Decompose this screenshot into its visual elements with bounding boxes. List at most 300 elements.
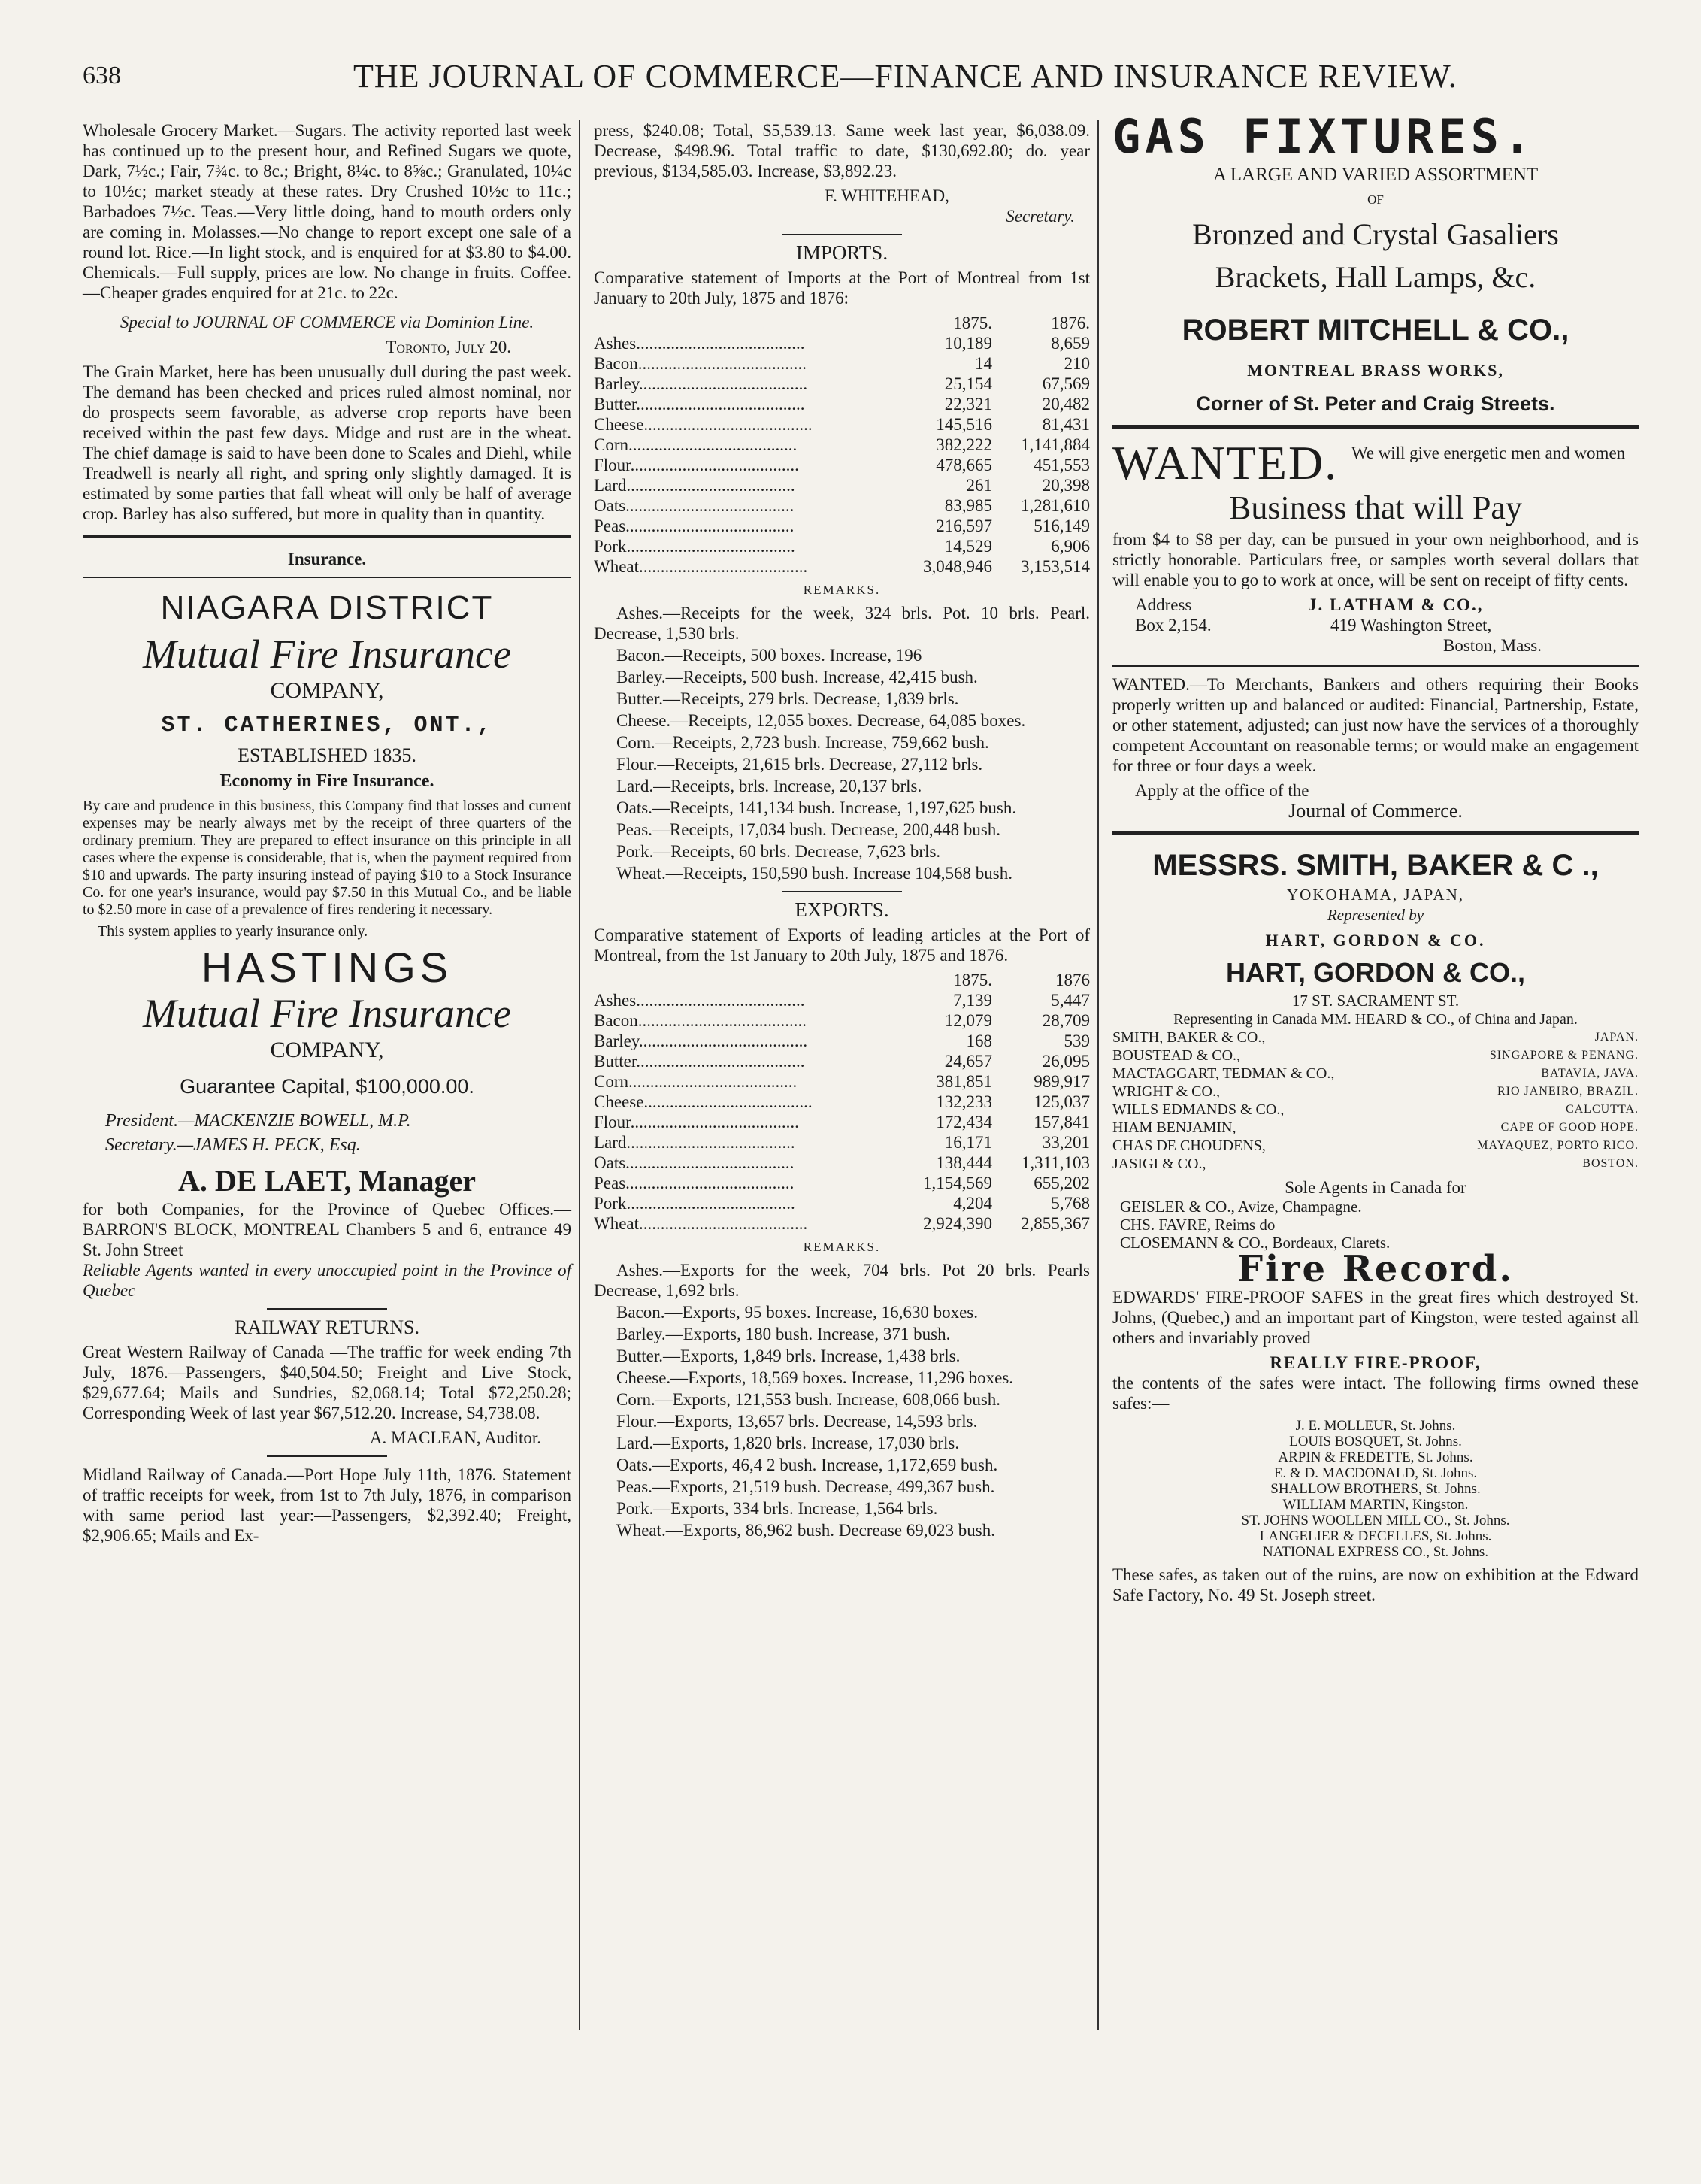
firm-row	[1112, 1028, 1639, 1047]
latham: J. LATHAM & CO.,	[1308, 595, 1484, 614]
leader-dots: .......................................	[625, 496, 795, 515]
gas-items-1: Bronzed and Crystal Gasaliers	[1192, 217, 1559, 251]
leader-dots: .......................................	[626, 537, 795, 556]
commodity	[594, 394, 894, 414]
import-remarks	[594, 603, 1090, 883]
midland-continued: press, $240.08; Total, $5,539.13. Same week last year, $6,038.09. Decrease, $498.96. Total traffic to date, $130,692.80; do. year previous, $134,585.03. Increase, $3,892.23.	[594, 121, 1090, 180]
value-1876: 125,037	[1034, 1092, 1090, 1111]
manager-text: for both Companies, for the Province of Quebec Offices.—BARRON'S BLOCK, MONTREAL Chambers 5 and 6, entrance 49 St. John Street	[83, 1200, 571, 1259]
commodity	[594, 1092, 894, 1112]
table-row	[594, 1173, 1090, 1193]
leader-dots: .......................................	[628, 435, 798, 454]
commodity-name: Corn	[594, 1072, 628, 1091]
leader-dots: .......................................	[636, 395, 805, 413]
year-1876: 1876	[1055, 971, 1090, 989]
imports-intro: Comparative statement of Imports at the Port of Montreal from 1st January to 20th July, 1875 and 1876:	[594, 268, 1090, 307]
value-1875: 10,189	[944, 334, 992, 353]
value-1875: 138,444	[936, 1153, 992, 1172]
firm-location: BOSTON.	[1582, 1157, 1639, 1170]
firm-location: MAYAQUEZ, PORTO RICO.	[1477, 1139, 1639, 1152]
commodity	[594, 495, 894, 516]
column-3	[1112, 109, 1639, 1610]
commodity-name: Oats	[594, 1153, 626, 1172]
leader-dots: .......................................	[628, 1072, 798, 1091]
leader-dots: .......................................	[643, 1092, 813, 1111]
leader-dots: .......................................	[626, 1133, 795, 1152]
value-1876: 210	[1064, 354, 1090, 373]
grocery-market-report: Wholesale Grocery Market.—Sugars. The activity reported last week has continued up to the present hour, and Refined Sugars we quote, Dark, 7½c.; Fair, 7¾c. to 8c.; Bright, 8¼c. to 8⅝c.; Granulated, 10¼c to 10½c; market steady at these rates. Dry Crushed 10½c to 11c.; Barbadoes 7½c. Teas.—Very little doing, hand to mouth orders only are coming in. Molasses.—No change to report except one sale of a round lot. Rice.—In light stock, and is enquired for at $3.80 to $4.00. Chemicals.—Full supply, prices are low. No change in fruits. Coffee.—Cheaper grades enquired for at 21c. to 22c.	[83, 121, 571, 302]
firm-name: WILLS EDMANDS & CO.,	[1112, 1101, 1285, 1118]
remarks-heading: REMARKS.	[803, 1240, 881, 1254]
remark-item: Barley.—Receipts, 500 bush. Increase, 42,415 bush.	[616, 668, 978, 686]
divider	[1112, 425, 1639, 429]
exports-intro: Comparative statement of Exports of leading articles at the Port of Montreal, from the 1st January to 20th July, 1875 and 1876.	[594, 925, 1090, 965]
remark-item: Wheat.—Exports, 86,962 bush. Decrease 69,023 bush.	[616, 1521, 995, 1540]
wanted-apply: Apply at the office of the	[1135, 781, 1309, 800]
column-rule-2	[1097, 120, 1099, 2030]
commodity	[594, 1112, 894, 1132]
value-1875: 132,233	[936, 1092, 992, 1111]
latham-city: Boston, Mass.	[1443, 636, 1542, 655]
commodity	[594, 455, 894, 475]
hart-gordon-title: HART, GORDON & CO.,	[1225, 957, 1525, 988]
divider	[267, 1308, 387, 1310]
remark-item: Cheese.—Receipts, 12,055 boxes. Decrease, 64,085 boxes.	[616, 711, 1026, 730]
economy-heading: Economy in Fire Insurance.	[219, 771, 434, 791]
value-1876: 539	[1064, 1031, 1090, 1050]
firm-location: JAPAN.	[1594, 1031, 1639, 1044]
firm-name: SMITH, BAKER & CO.,	[1112, 1029, 1266, 1046]
remark-item: Flour.—Receipts, 21,615 brls. Decrease, 27,112 brls.	[616, 755, 983, 774]
commodity	[594, 1132, 894, 1153]
dateline: Toronto, July 20.	[386, 338, 511, 356]
remark-item: Barley.—Exports, 180 bush. Increase, 371 bush.	[616, 1325, 951, 1343]
value-1875: 24,657	[944, 1052, 992, 1071]
commodity-name: Corn	[594, 435, 628, 454]
value-1875: 2,924,390	[923, 1214, 992, 1233]
table-row	[594, 394, 1090, 414]
niagara-company: COMPANY,	[270, 678, 384, 703]
great-western-returns: Great Western Railway of Canada —The traffic for week ending 7th July, 1876.—Passengers, $40,504.50; Freight and Live Stock, $29,677.64; Mails and Sundries, $2,068.14; Total $72,250.28; Corresponding Week of last year $67,512.20. Increase, $4,738.08.	[83, 1343, 571, 1422]
value-1876: 5,447	[1051, 991, 1090, 1010]
commodity-name: Peas	[594, 516, 626, 535]
commodity	[594, 1051, 894, 1071]
montreal-brass-works: MONTREAL BRASS WORKS,	[1247, 361, 1504, 380]
commodity-name: Lard	[594, 1133, 627, 1152]
commodity-name: Barley	[594, 1031, 639, 1050]
remark-item: Bacon.—Receipts, 500 boxes. Increase, 196	[616, 646, 922, 665]
commodity-name: Wheat	[594, 1214, 640, 1233]
commodity-name: Ashes	[594, 334, 637, 353]
leader-dots: .......................................	[637, 354, 807, 373]
commodity	[594, 1173, 894, 1193]
sacrament-street: 17 ST. SACRAMENT ST.	[1291, 992, 1460, 1010]
firm-name: CHAS DE CHOUDENS,	[1112, 1137, 1266, 1154]
leader-dots: .......................................	[639, 1214, 808, 1233]
commodity-name: Wheat	[594, 557, 640, 576]
table-row	[594, 1132, 1090, 1153]
niagara-established: ESTABLISHED 1835.	[238, 744, 416, 766]
firm-location: RIO JANEIRO, BRAZIL.	[1497, 1085, 1639, 1098]
special-dispatch: Special to JOURNAL OF COMMERCE via Dominion Line.	[120, 313, 534, 332]
niagara-title: NIAGARA DISTRICT	[160, 589, 494, 626]
table-row	[594, 353, 1090, 374]
firm-name: HIAM BENJAMIN,	[1112, 1119, 1236, 1136]
imports-heading: IMPORTS.	[795, 241, 888, 264]
address-block	[1112, 595, 1639, 658]
table-row	[594, 1213, 1090, 1234]
divider	[267, 1455, 387, 1457]
commodity-name: Peas	[594, 1174, 626, 1192]
commodity	[594, 1153, 894, 1173]
champagne-1: GEISLER & CO., Avize, Champagne.	[1120, 1198, 1362, 1216]
commodity	[594, 353, 894, 374]
remark-item: Corn.—Receipts, 2,723 bush. Increase, 759,662 bush.	[616, 733, 989, 752]
clarets: CLOSEMANN & CO., Bordeaux, Clarets.	[1120, 1234, 1391, 1252]
grain-market-report: The Grain Market, here has been unusually dull during the past week. The demand has been checked and prices ruled almost nominal, nor do prospects seem favorable, as adverse crop reports have been received within the past few days. Midge and rust are in the wheat. The chief damage is said to have been done to Scales and Diehl, while Treadwell is nearly all right, and spring only slightly damaged. It is estimated by some parties that fall wheat will only be half of average crop. Barley has also suffered, but more in quality than in quantity.	[83, 362, 571, 523]
gas-of: OF	[1367, 192, 1384, 207]
value-1875: 83,985	[944, 496, 992, 515]
value-1876: 157,841	[1034, 1113, 1090, 1131]
firm-name: BOUSTEAD & CO.,	[1112, 1047, 1241, 1064]
commodity	[594, 414, 894, 435]
value-1875: 172,434	[936, 1113, 992, 1131]
commodity-name: Bacon	[594, 1011, 638, 1030]
value-1876: 1,311,103	[1021, 1153, 1090, 1172]
table-row	[594, 990, 1090, 1010]
column-rule-1	[579, 120, 580, 2030]
commodity	[594, 1010, 894, 1031]
niagara-location: ST. CATHERINES, ONT.,	[161, 713, 493, 738]
value-1875: 14	[975, 354, 992, 373]
commodity-name: Flour	[594, 456, 631, 474]
gwr-signature: A. MACLEAN, Auditor.	[369, 1428, 541, 1447]
leader-dots: .......................................	[637, 1011, 807, 1030]
remark-item: Flour.—Exports, 13,657 brls. Decrease, 14,593 brls.	[616, 1412, 978, 1431]
firm-name: MACTAGGART, TEDMAN & CO.,	[1112, 1065, 1335, 1082]
leader-dots: .......................................	[638, 374, 808, 393]
owner-item: ST. JOHNS WOOLLEN MILL CO., St. Johns.	[1241, 1513, 1510, 1528]
remark-item: Wheat.—Receipts, 150,590 bush. Increase 104,568 bush.	[616, 864, 1012, 883]
firm-row	[1112, 1155, 1639, 1173]
owner-item: E. & D. MACDONALD, St. Johns.	[1273, 1465, 1478, 1481]
export-remarks	[594, 1260, 1090, 1540]
value-1876: 1,281,610	[1021, 496, 1090, 515]
remark-item: Bacon.—Exports, 95 boxes. Increase, 16,630 boxes.	[616, 1303, 978, 1322]
table-header	[594, 970, 1090, 990]
value-1875: 25,154	[944, 374, 992, 393]
fire-record-title: Fire Record.	[1236, 1248, 1515, 1290]
page-header	[75, 57, 1624, 102]
firm-row	[1112, 1047, 1639, 1065]
value-1875: 3,048,946	[923, 557, 992, 576]
guarantee-capital: Guarantee Capital, $100,000.00.	[180, 1075, 474, 1098]
wanted-banner	[1112, 436, 1639, 489]
corner-address: Corner of St. Peter and Craig Streets.	[1196, 392, 1555, 415]
manager: A. DE LAET, Manager	[178, 1164, 476, 1198]
value-1875: 145,516	[936, 415, 992, 434]
leader-dots: .......................................	[630, 456, 799, 474]
commodity	[594, 1031, 894, 1051]
divider	[83, 535, 571, 538]
business-line: Business that will Pay	[1229, 489, 1522, 526]
signature-title: Secretary.	[1006, 207, 1075, 226]
exports-table	[594, 970, 1090, 1234]
value-1876: 33,201	[1042, 1133, 1090, 1152]
remark-item: Oats.—Exports, 46,4 2 bush. Increase, 1,172,659 bush.	[616, 1455, 998, 1474]
remark-item: Ashes.—Exports for the week, 704 brls. Pot 20 brls. Pearls Decrease, 1,692 brls.	[594, 1261, 1090, 1300]
firm-list	[1112, 1028, 1639, 1173]
column-2	[594, 120, 1090, 1542]
latham-street: 419 Washington Street,	[1330, 616, 1492, 635]
value-1876: 451,553	[1034, 456, 1090, 474]
table-row	[594, 1031, 1090, 1051]
table-row	[594, 1071, 1090, 1092]
value-1875: 261	[966, 476, 992, 495]
value-1875: 7,139	[953, 991, 992, 1010]
economy-note: This system applies to yearly insurance only.	[98, 923, 368, 940]
safes-text: EDWARDS' FIRE-PROOF SAFES in the great fires which destroyed St. Johns, (Quebec,) and an important part of Kingston, were tested against all others and invariably proved	[1112, 1288, 1639, 1347]
value-1876: 1,141,884	[1021, 435, 1090, 454]
value-1875: 14,529	[944, 537, 992, 556]
leader-dots: .......................................	[625, 1153, 795, 1172]
commodity	[594, 475, 894, 495]
remarks-heading: REMARKS.	[803, 583, 881, 597]
remark-item: Butter.—Receipts, 279 brls. Decrease, 1,839 brls.	[616, 689, 959, 708]
remark-item: Oats.—Receipts, 141,134 bush. Increase, 1,197,625 bush.	[616, 798, 1017, 817]
value-1875: 478,665	[936, 456, 992, 474]
owner-item: NATIONAL EXPRESS CO., St. Johns.	[1262, 1544, 1489, 1560]
page-number: 638	[83, 62, 121, 89]
hart-gordon-small: HART, GORDON & CO.	[1265, 931, 1486, 950]
remark-item: Pork.—Receipts, 60 brls. Decrease, 7,623 brls.	[616, 842, 941, 861]
firm-row	[1112, 1137, 1639, 1155]
insurance-heading: Insurance.	[287, 550, 367, 568]
column-1	[83, 120, 571, 1550]
commodity-name: Barley	[594, 374, 639, 393]
remark-item: Corn.—Exports, 121,553 bush. Increase, 608,066 bush.	[616, 1390, 1001, 1409]
railway-heading: RAILWAY RETURNS.	[234, 1316, 420, 1338]
safes-exhibition: These safes, as taken out of the ruins, are now on exhibition at the Edward Safe Factory, No. 49 St. Joseph street.	[1112, 1565, 1639, 1604]
value-1876: 3,153,514	[1021, 557, 1090, 576]
commodity-name: Cheese	[594, 415, 644, 434]
value-1876: 28,709	[1042, 1011, 1090, 1030]
table-row	[594, 556, 1090, 577]
owner-item: J. E. MOLLEUR, St. Johns.	[1295, 1418, 1456, 1434]
owner-item: WILLIAM MARTIN, Kingston.	[1282, 1497, 1469, 1513]
commodity	[594, 556, 894, 577]
remark-item: Peas.—Exports, 21,519 bush. Decrease, 499,367 bush.	[616, 1477, 995, 1496]
commodity	[594, 990, 894, 1010]
divider	[1112, 665, 1639, 667]
commodity	[594, 516, 894, 536]
commodity-name: Butter	[594, 395, 637, 413]
secretary: Secretary.—JAMES H. PECK, Esq.	[105, 1135, 361, 1155]
hastings-company: COMPANY,	[270, 1037, 384, 1062]
value-1876: 516,149	[1034, 516, 1090, 535]
year-1876: 1876.	[1051, 314, 1090, 332]
value-1876: 8,659	[1051, 334, 1090, 353]
remark-item: Cheese.—Exports, 18,569 boxes. Increase, 11,296 boxes.	[616, 1368, 1014, 1387]
leader-dots: .......................................	[636, 334, 805, 353]
commodity-name: Pork	[594, 1194, 627, 1213]
president: President.—MACKENZIE BOWELL, M.P.	[105, 1111, 411, 1131]
year-1875: 1875.	[953, 971, 992, 989]
commodity	[594, 374, 894, 394]
table-row	[594, 516, 1090, 536]
commodity-name: Oats	[594, 496, 626, 515]
leader-dots: .......................................	[625, 1174, 795, 1192]
table-row	[594, 1193, 1090, 1213]
commodity	[594, 435, 894, 455]
value-1875: 4,204	[953, 1194, 992, 1213]
table-row	[594, 374, 1090, 394]
midland-returns: Midland Railway of Canada.—Port Hope July 11th, 1876. Statement of traffic receipts for week, from 1st to 7th July, 1876, in comparison with same period last year:—Passengers, $2,392.40; Freight, $2,906.65; Mails and Ex-	[83, 1465, 571, 1545]
divider	[1112, 831, 1639, 835]
value-1876: 2,855,367	[1021, 1214, 1090, 1233]
firm-row	[1112, 1065, 1639, 1083]
sole-agents: Sole Agents in Canada for	[1285, 1178, 1466, 1197]
divider	[83, 577, 571, 578]
hastings-subtitle: Mutual Fire Insurance	[143, 991, 511, 1036]
leader-dots: .......................................	[636, 1052, 805, 1071]
value-1876: 5,768	[1051, 1194, 1090, 1213]
exports-heading: EXPORTS.	[795, 898, 889, 921]
value-1875: 216,597	[936, 516, 992, 535]
value-1875: 168	[966, 1031, 992, 1050]
table-row	[594, 1010, 1090, 1031]
gas-fixtures-title: GAS FIXTURES.	[1112, 109, 1536, 164]
value-1875: 381,851	[936, 1072, 992, 1091]
firm-name: JASIGI & CO.,	[1112, 1156, 1206, 1172]
wanted-accountant: WANTED.—To Merchants, Bankers and others requiring their Books properly written up and balanced or audited: Financial, Partnership, Estate, or other statement, adjusted; can just now have the services of a thoroughly competent Accountant on reasonable terms; or would make an engagement for three or four days a week.	[1112, 675, 1639, 775]
gas-items-2: Brackets, Hall Lamps, &c.	[1215, 260, 1536, 294]
firm-name: WRIGHT & CO.,	[1112, 1083, 1220, 1100]
leader-dots: .......................................	[638, 1031, 808, 1050]
owner-item: LOUIS BOSQUET, St. Johns.	[1289, 1434, 1462, 1449]
value-1876: 6,906	[1051, 537, 1090, 556]
remark-item: Butter.—Exports, 1,849 brls. Increase, 1,438 brls.	[616, 1346, 961, 1365]
leader-dots: .......................................	[626, 476, 795, 495]
value-1876: 655,202	[1034, 1174, 1090, 1192]
table-row	[594, 1051, 1090, 1071]
firm-row	[1112, 1101, 1639, 1119]
table-header	[594, 313, 1090, 333]
wanted-side: We will give energetic men and women	[1351, 444, 1626, 462]
journal-title: THE JOURNAL OF COMMERCE—FINANCE AND INSURANCE REVIEW.	[353, 58, 1457, 95]
address-label: Address	[1135, 595, 1192, 614]
value-1875: 12,079	[944, 1011, 992, 1030]
divider	[782, 891, 902, 892]
represented-by: Represented by	[1327, 906, 1424, 924]
safe-owners	[1112, 1418, 1639, 1560]
leader-dots: .......................................	[636, 991, 805, 1010]
remark-item: Ashes.—Receipts for the week, 324 brls. Pot. 10 brls. Pearl. Decrease, 1,530 brls.	[594, 604, 1090, 643]
representing: Representing in Canada MM. HEARD & CO., of China and Japan.	[1173, 1011, 1578, 1028]
value-1875: 1,154,569	[923, 1174, 992, 1192]
firm-location: BATAVIA, JAVA.	[1541, 1067, 1639, 1080]
table-row	[594, 475, 1090, 495]
gas-subtitle: A LARGE AND VARIED ASSORTMENT	[1212, 165, 1539, 185]
value-1876: 67,569	[1042, 374, 1090, 393]
commodity-name: Flour	[594, 1113, 631, 1131]
commodity	[594, 1193, 894, 1213]
value-1876: 20,398	[1042, 476, 1090, 495]
address-box: Box 2,154.	[1135, 616, 1212, 635]
robert-mitchell: ROBERT MITCHELL & CO.,	[1182, 314, 1569, 347]
leader-dots: .......................................	[626, 1194, 795, 1213]
table-row	[594, 333, 1090, 353]
remark-item: Peas.—Receipts, 17,034 bush. Decrease, 200,448 bush.	[616, 820, 1001, 839]
imports-table	[594, 313, 1090, 577]
commodity-name: Cheese	[594, 1092, 644, 1111]
signature-name: F. WHITEHEAD,	[825, 186, 949, 205]
smith-baker: MESSRS. SMITH, BAKER & C .,	[1152, 849, 1599, 882]
value-1875: 382,222	[936, 435, 992, 454]
divider	[782, 234, 902, 235]
wanted-title: WANTED.	[1112, 436, 1339, 489]
table-row	[594, 414, 1090, 435]
leader-dots: .......................................	[639, 557, 808, 576]
table-row	[594, 455, 1090, 475]
value-1876: 26,095	[1042, 1052, 1090, 1071]
table-row	[594, 1092, 1090, 1112]
value-1875: 16,171	[944, 1133, 992, 1152]
table-row	[594, 495, 1090, 516]
value-1876: 989,917	[1034, 1072, 1090, 1091]
table-row	[594, 1112, 1090, 1132]
wanted-journal: Journal of Commerce.	[1288, 800, 1463, 822]
safes-text-2: the contents of the safes were intact. The following firms owned these safes:—	[1112, 1374, 1639, 1413]
owner-item: LANGELIER & DECELLES, St. Johns.	[1259, 1528, 1492, 1544]
commodity-name: Butter	[594, 1052, 637, 1071]
leader-dots: .......................................	[625, 516, 795, 535]
remark-item: Lard.—Exports, 1,820 brls. Increase, 17,030 brls.	[616, 1434, 960, 1452]
agents-wanted: Reliable Agents wanted in every unoccupied point in the Province of Quebec	[83, 1261, 571, 1300]
table-row	[594, 435, 1090, 455]
niagara-subtitle: Mutual Fire Insurance	[143, 632, 511, 677]
firm-location: SINGAPORE & PENANG.	[1489, 1049, 1639, 1062]
commodity	[594, 1213, 894, 1234]
economy-text: By care and prudence in this business, this Company find that losses and current expenses may be nearly always met by the receipt of three quarters of the ordinary premium. They are prepared to effect insurance on this principle in all cases where the expense is considerable, that is, when the payment required from $10 and upwards. The party insuring instead of paying $10 to a Stock Insurance Co. for one year's insurance, would pay $7.50 in this Mutual Co., and be liable to $2.50 more in case of a prevalence of fires rendering it necessary.	[83, 798, 571, 918]
value-1876: 20,482	[1042, 395, 1090, 413]
champagne-2: CHS. FAVRE, Reims do	[1120, 1216, 1276, 1234]
firm-row	[1112, 1119, 1639, 1137]
owner-item: SHALLOW BROTHERS, St. Johns.	[1270, 1481, 1481, 1497]
yokohama: YOKOHAMA, JAPAN,	[1286, 886, 1464, 904]
firm-location: CALCUTTA.	[1565, 1103, 1639, 1116]
leader-dots: .......................................	[643, 415, 813, 434]
commodity-name: Pork	[594, 537, 627, 556]
remark-item: Pork.—Exports, 334 brls. Increase, 1,564 brls.	[616, 1499, 938, 1518]
wanted-text: from $4 to $8 per day, can be pursued in your own neighborhood, and is strictly honorable. Particulars free, or samples worth several dollars that will enable you to go to work at once, will be sent on receipt of fifty cents.	[1112, 530, 1639, 589]
really-fire-proof: REALLY FIRE-PROOF,	[1270, 1353, 1482, 1372]
hastings-title: HASTINGS	[201, 944, 453, 991]
remark-item: Lard.—Receipts, brls. Increase, 20,137 brls.	[616, 777, 922, 795]
commodity-name: Lard	[594, 476, 627, 495]
firm-row	[1112, 1083, 1639, 1101]
value-1875: 22,321	[944, 395, 992, 413]
table-row	[594, 536, 1090, 556]
commodity-name: Bacon	[594, 354, 638, 373]
firm-location: CAPE OF GOOD HOPE.	[1500, 1121, 1639, 1134]
owner-item: ARPIN & FREDETTE, St. Johns.	[1278, 1449, 1473, 1465]
commodity	[594, 536, 894, 556]
leader-dots: .......................................	[630, 1113, 799, 1131]
year-1875: 1875.	[953, 314, 992, 332]
value-1876: 81,431	[1042, 415, 1090, 434]
table-row	[594, 1153, 1090, 1173]
